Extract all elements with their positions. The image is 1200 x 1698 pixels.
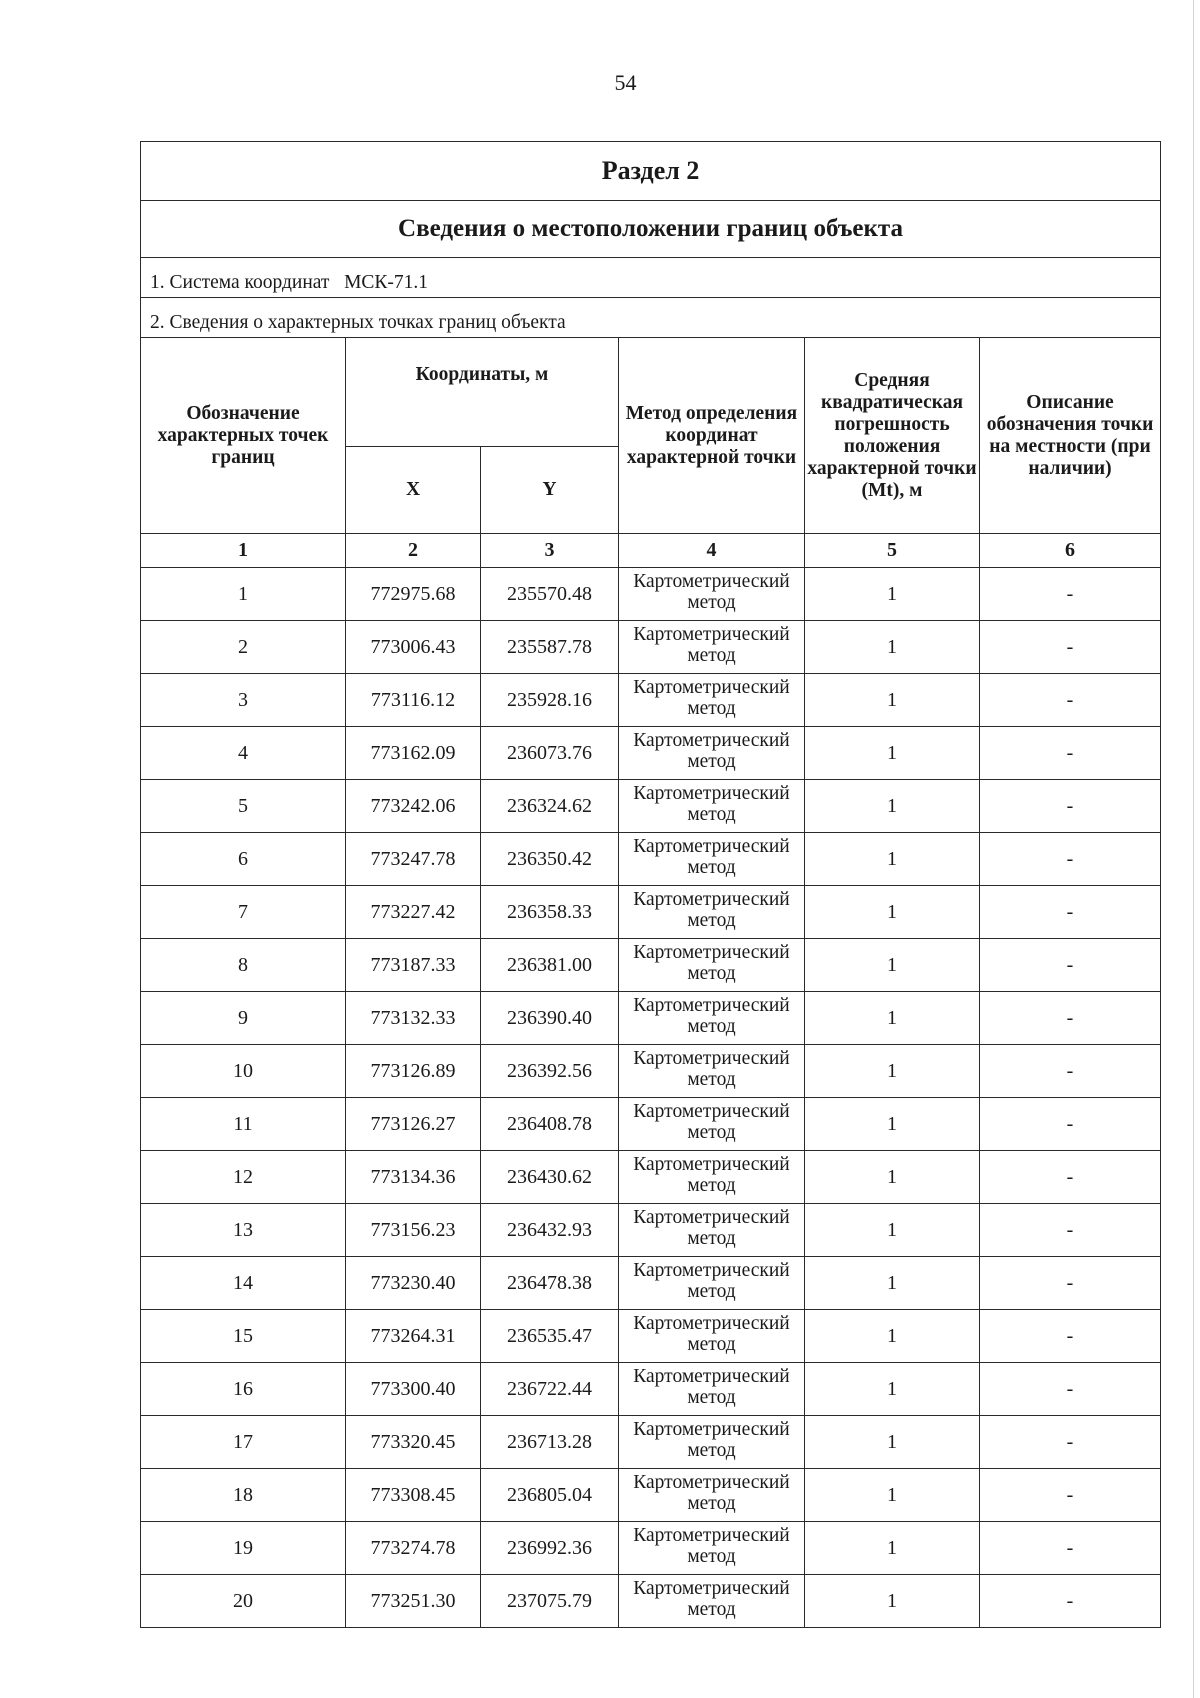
- description-cell: -: [980, 780, 1161, 833]
- x-coordinate-cell: 773230.40: [346, 1257, 481, 1310]
- table-row: [141, 833, 1161, 886]
- y-coordinate-cell: 236392.56: [481, 1045, 619, 1098]
- y-coordinate-cell: 236381.00: [481, 939, 619, 992]
- error-cell: 1: [805, 727, 980, 780]
- error-cell: 1: [805, 1469, 980, 1522]
- x-coordinate-cell: 773308.45: [346, 1469, 481, 1522]
- table-row: [141, 1257, 1161, 1310]
- coordinate-system-row: [141, 258, 1161, 298]
- point-number-cell: 15: [141, 1310, 346, 1363]
- point-number-cell: 5: [141, 780, 346, 833]
- x-coordinate-cell: 773156.23: [346, 1204, 481, 1257]
- description-cell: -: [980, 1469, 1161, 1522]
- error-cell: 1: [805, 1257, 980, 1310]
- method-cell: Картометрический метод: [619, 674, 805, 727]
- point-number-cell: 3: [141, 674, 346, 727]
- x-coordinate-cell: 773264.31: [346, 1310, 481, 1363]
- boundary-points-table: [140, 141, 1161, 1628]
- method-cell: Картометрический метод: [619, 1257, 805, 1310]
- x-coordinate-cell: 773251.30: [346, 1575, 481, 1628]
- section-subtitle: Сведения о местоположении границ объекта: [141, 201, 1161, 258]
- point-number-cell: 19: [141, 1522, 346, 1575]
- description-cell: -: [980, 1257, 1161, 1310]
- table-row: [141, 1469, 1161, 1522]
- table-row: [141, 1522, 1161, 1575]
- description-cell: -: [980, 1575, 1161, 1628]
- point-number-cell: 9: [141, 992, 346, 1045]
- method-cell: Картометрический метод: [619, 1416, 805, 1469]
- y-coordinate-cell: 235587.78: [481, 621, 619, 674]
- description-cell: -: [980, 1363, 1161, 1416]
- description-cell: -: [980, 568, 1161, 621]
- point-number-cell: 1: [141, 568, 346, 621]
- method-cell: Картометрический метод: [619, 886, 805, 939]
- x-coordinate-cell: 773320.45: [346, 1416, 481, 1469]
- description-cell: -: [980, 1204, 1161, 1257]
- y-coordinate-cell: 237075.79: [481, 1575, 619, 1628]
- column-number: 2: [346, 534, 481, 568]
- column-number: 3: [481, 534, 619, 568]
- method-cell: Картометрический метод: [619, 568, 805, 621]
- point-number-cell: 7: [141, 886, 346, 939]
- column-number: 4: [619, 534, 805, 568]
- x-coordinate-cell: 773134.36: [346, 1151, 481, 1204]
- header-coordinates: Координаты, м: [346, 338, 619, 447]
- error-cell: 1: [805, 939, 980, 992]
- description-cell: -: [980, 621, 1161, 674]
- column-number: 6: [980, 534, 1161, 568]
- x-coordinate-cell: 773006.43: [346, 621, 481, 674]
- header-point-designation: Обозначение характерных точек границ: [141, 338, 346, 534]
- x-coordinate-cell: 773227.42: [346, 886, 481, 939]
- point-number-cell: 13: [141, 1204, 346, 1257]
- table-row: [141, 621, 1161, 674]
- error-cell: 1: [805, 1575, 980, 1628]
- table-row: [141, 992, 1161, 1045]
- description-cell: -: [980, 1151, 1161, 1204]
- x-coordinate-cell: 773162.09: [346, 727, 481, 780]
- error-cell: 1: [805, 1363, 980, 1416]
- point-number-cell: 6: [141, 833, 346, 886]
- x-coordinate-cell: 773126.89: [346, 1045, 481, 1098]
- y-coordinate-cell: 236350.42: [481, 833, 619, 886]
- method-cell: Картометрический метод: [619, 780, 805, 833]
- point-number-cell: 12: [141, 1151, 346, 1204]
- table-row: [141, 1045, 1161, 1098]
- header-x: X: [346, 447, 481, 534]
- x-coordinate-cell: 773116.12: [346, 674, 481, 727]
- x-coordinate-cell: 773242.06: [346, 780, 481, 833]
- table-row: [141, 674, 1161, 727]
- y-coordinate-cell: 236535.47: [481, 1310, 619, 1363]
- method-cell: Картометрический метод: [619, 1469, 805, 1522]
- table-row: [141, 886, 1161, 939]
- method-cell: Картометрический метод: [619, 727, 805, 780]
- header-y: Y: [481, 447, 619, 534]
- error-cell: 1: [805, 1204, 980, 1257]
- description-cell: -: [980, 939, 1161, 992]
- coordinate-system-label: 1. Система координат: [150, 272, 330, 293]
- method-cell: Картометрический метод: [619, 1151, 805, 1204]
- column-number: 5: [805, 534, 980, 568]
- method-cell: Картометрический метод: [619, 992, 805, 1045]
- error-cell: 1: [805, 992, 980, 1045]
- error-cell: 1: [805, 833, 980, 886]
- y-coordinate-cell: 236324.62: [481, 780, 619, 833]
- points-caption: 2. Сведения о характерных точках границ объекта: [141, 298, 1161, 338]
- method-cell: Картометрический метод: [619, 1310, 805, 1363]
- header-method: Метод определения координат характерной точки: [619, 338, 805, 534]
- description-cell: -: [980, 1098, 1161, 1151]
- table-row: [141, 1204, 1161, 1257]
- method-cell: Картометрический метод: [619, 1363, 805, 1416]
- description-cell: -: [980, 992, 1161, 1045]
- x-coordinate-cell: 773187.33: [346, 939, 481, 992]
- y-coordinate-cell: 235570.48: [481, 568, 619, 621]
- description-cell: -: [980, 1416, 1161, 1469]
- method-cell: Картометрический метод: [619, 833, 805, 886]
- description-cell: -: [980, 727, 1161, 780]
- error-cell: 1: [805, 568, 980, 621]
- description-cell: -: [980, 1522, 1161, 1575]
- description-cell: -: [980, 674, 1161, 727]
- table-row: [141, 1416, 1161, 1469]
- method-cell: Картометрический метод: [619, 939, 805, 992]
- header-mean-square-error: Средняя квадратическая погрешность положения характерной точки (Mt), м: [805, 338, 980, 534]
- column-number: 1: [141, 534, 346, 568]
- point-number-cell: 17: [141, 1416, 346, 1469]
- point-number-cell: 18: [141, 1469, 346, 1522]
- scan-edge-line: [1193, 0, 1194, 1698]
- method-cell: Картометрический метод: [619, 1575, 805, 1628]
- y-coordinate-cell: 236073.76: [481, 727, 619, 780]
- y-coordinate-cell: 236390.40: [481, 992, 619, 1045]
- error-cell: 1: [805, 1416, 980, 1469]
- point-number-cell: 11: [141, 1098, 346, 1151]
- point-number-cell: 4: [141, 727, 346, 780]
- header-point-description: Описание обозначения точки на местности (при наличии): [980, 338, 1161, 534]
- error-cell: 1: [805, 674, 980, 727]
- column-numbers-row: [141, 534, 1161, 568]
- method-cell: Картометрический метод: [619, 621, 805, 674]
- y-coordinate-cell: 236432.93: [481, 1204, 619, 1257]
- error-cell: 1: [805, 1045, 980, 1098]
- y-coordinate-cell: 236713.28: [481, 1416, 619, 1469]
- table-row: [141, 1098, 1161, 1151]
- y-coordinate-cell: 236358.33: [481, 886, 619, 939]
- x-coordinate-cell: 773126.27: [346, 1098, 481, 1151]
- method-cell: Картометрический метод: [619, 1045, 805, 1098]
- table-row: [141, 1151, 1161, 1204]
- error-cell: 1: [805, 886, 980, 939]
- point-number-cell: 20: [141, 1575, 346, 1628]
- error-cell: 1: [805, 1098, 980, 1151]
- point-number-cell: 16: [141, 1363, 346, 1416]
- error-cell: 1: [805, 1151, 980, 1204]
- x-coordinate-cell: 773300.40: [346, 1363, 481, 1416]
- table-row: [141, 939, 1161, 992]
- x-coordinate-cell: 772975.68: [346, 568, 481, 621]
- error-cell: 1: [805, 1310, 980, 1363]
- method-cell: Картометрический метод: [619, 1098, 805, 1151]
- y-coordinate-cell: 236430.62: [481, 1151, 619, 1204]
- y-coordinate-cell: 236478.38: [481, 1257, 619, 1310]
- table-row: [141, 1575, 1161, 1628]
- description-cell: -: [980, 1310, 1161, 1363]
- y-coordinate-cell: 236722.44: [481, 1363, 619, 1416]
- x-coordinate-cell: 773274.78: [346, 1522, 481, 1575]
- table-row: [141, 727, 1161, 780]
- point-number-cell: 2: [141, 621, 346, 674]
- section-title: Раздел 2: [141, 142, 1161, 201]
- description-cell: -: [980, 833, 1161, 886]
- table-row: [141, 1363, 1161, 1416]
- error-cell: 1: [805, 621, 980, 674]
- method-cell: Картометрический метод: [619, 1204, 805, 1257]
- y-coordinate-cell: 236408.78: [481, 1098, 619, 1151]
- x-coordinate-cell: 773132.33: [346, 992, 481, 1045]
- description-cell: -: [980, 1045, 1161, 1098]
- error-cell: 1: [805, 780, 980, 833]
- point-number-cell: 8: [141, 939, 346, 992]
- x-coordinate-cell: 773247.78: [346, 833, 481, 886]
- point-number-cell: 14: [141, 1257, 346, 1310]
- coordinate-system-value: МСК-71.1: [344, 272, 429, 293]
- table-row: [141, 780, 1161, 833]
- method-cell: Картометрический метод: [619, 1522, 805, 1575]
- page-number: 54: [614, 70, 637, 95]
- description-cell: -: [980, 886, 1161, 939]
- y-coordinate-cell: 236805.04: [481, 1469, 619, 1522]
- table-row: [141, 1310, 1161, 1363]
- error-cell: 1: [805, 1522, 980, 1575]
- y-coordinate-cell: 236992.36: [481, 1522, 619, 1575]
- table-row: [141, 568, 1161, 621]
- point-number-cell: 10: [141, 1045, 346, 1098]
- y-coordinate-cell: 235928.16: [481, 674, 619, 727]
